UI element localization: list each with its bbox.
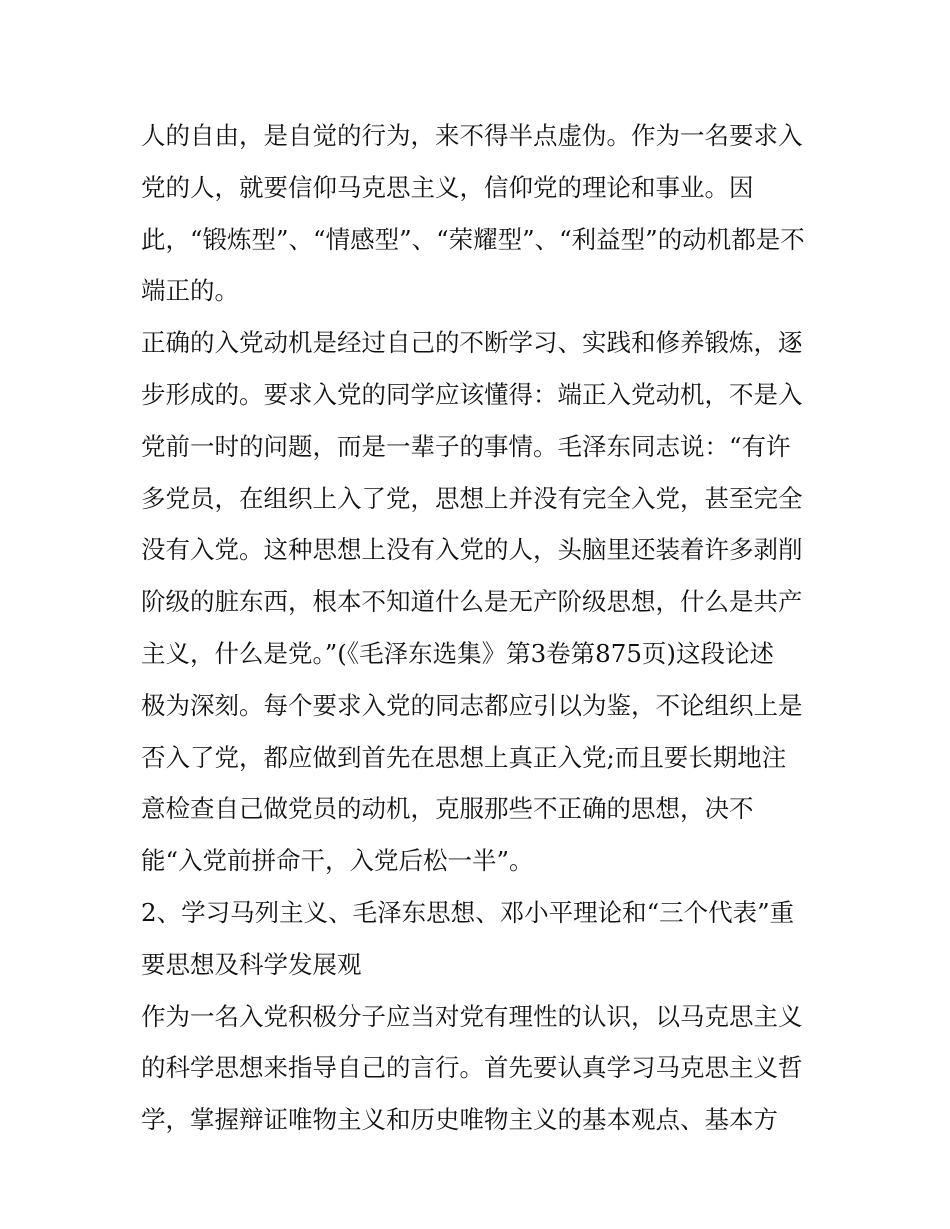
text-line: 能“入党前拼命干，入党后松一半”。 bbox=[141, 846, 534, 876]
text-line: 阶级的脏东西，根本不知道什么是无产阶级思想，什么是共产 bbox=[141, 587, 803, 617]
text-line: 步形成的。要求入党的同学应该懂得：端正入党动机，不是入 bbox=[141, 379, 803, 409]
text-line: 端正的。 bbox=[141, 276, 239, 306]
section-heading-line: 2、学习马列主义、毛泽东思想、邓小平理论和“三个代表”重 bbox=[141, 897, 795, 927]
text-line: 极为深刻。每个要求入党的同志都应引以为鉴，不论组织上是 bbox=[141, 690, 803, 720]
body-text bbox=[141, 110, 821, 1146]
text-line: 正确的入党动机是经过自己的不断学习、实践和修养锻炼，逐 bbox=[141, 328, 803, 358]
text-line: 人的自由，是自觉的行为，来不得半点虚伪。作为一名要求入 bbox=[141, 121, 803, 150]
text-line: 否入了党，都应做到首先在思想上真正入党;而且要长期地注 bbox=[141, 742, 787, 772]
text-line: 党前一时的问题，而是一辈子的事情。毛泽东同志说：“有许 bbox=[141, 431, 791, 461]
text-line: 学，掌握辩证唯物主义和历史唯物主义的基本观点、基本方 bbox=[141, 1105, 778, 1135]
text-line: 意检查自己做党员的动机，克服那些不正确的思想，决不 bbox=[141, 794, 754, 824]
text-line: 没有入党。这种思想上没有入党的人，头脑里还装着许多剥削 bbox=[141, 535, 803, 565]
text-line: 多党员，在组织上入了党，思想上并没有完全入党，甚至完全 bbox=[141, 483, 803, 513]
text-line: 主义，什么是党。”(《毛泽东选集》第3卷第875页)这段论述 bbox=[141, 638, 774, 668]
text-line: 此，“锻炼型”、“情感型”、“荣耀型”、“利益型”的动机都是不 bbox=[141, 224, 805, 254]
text-line: 作为一名入党积极分子应当对党有理性的认识，以马克思主义 bbox=[141, 1001, 803, 1031]
text-line: 党的人，就要信仰马克思主义，信仰党的理论和事业。因 bbox=[141, 172, 754, 202]
text-line: 的科学思想来指导自己的言行。首先要认真学习马克思主义哲 bbox=[141, 1053, 803, 1083]
section-heading-line: 要思想及科学发展观 bbox=[141, 949, 362, 979]
